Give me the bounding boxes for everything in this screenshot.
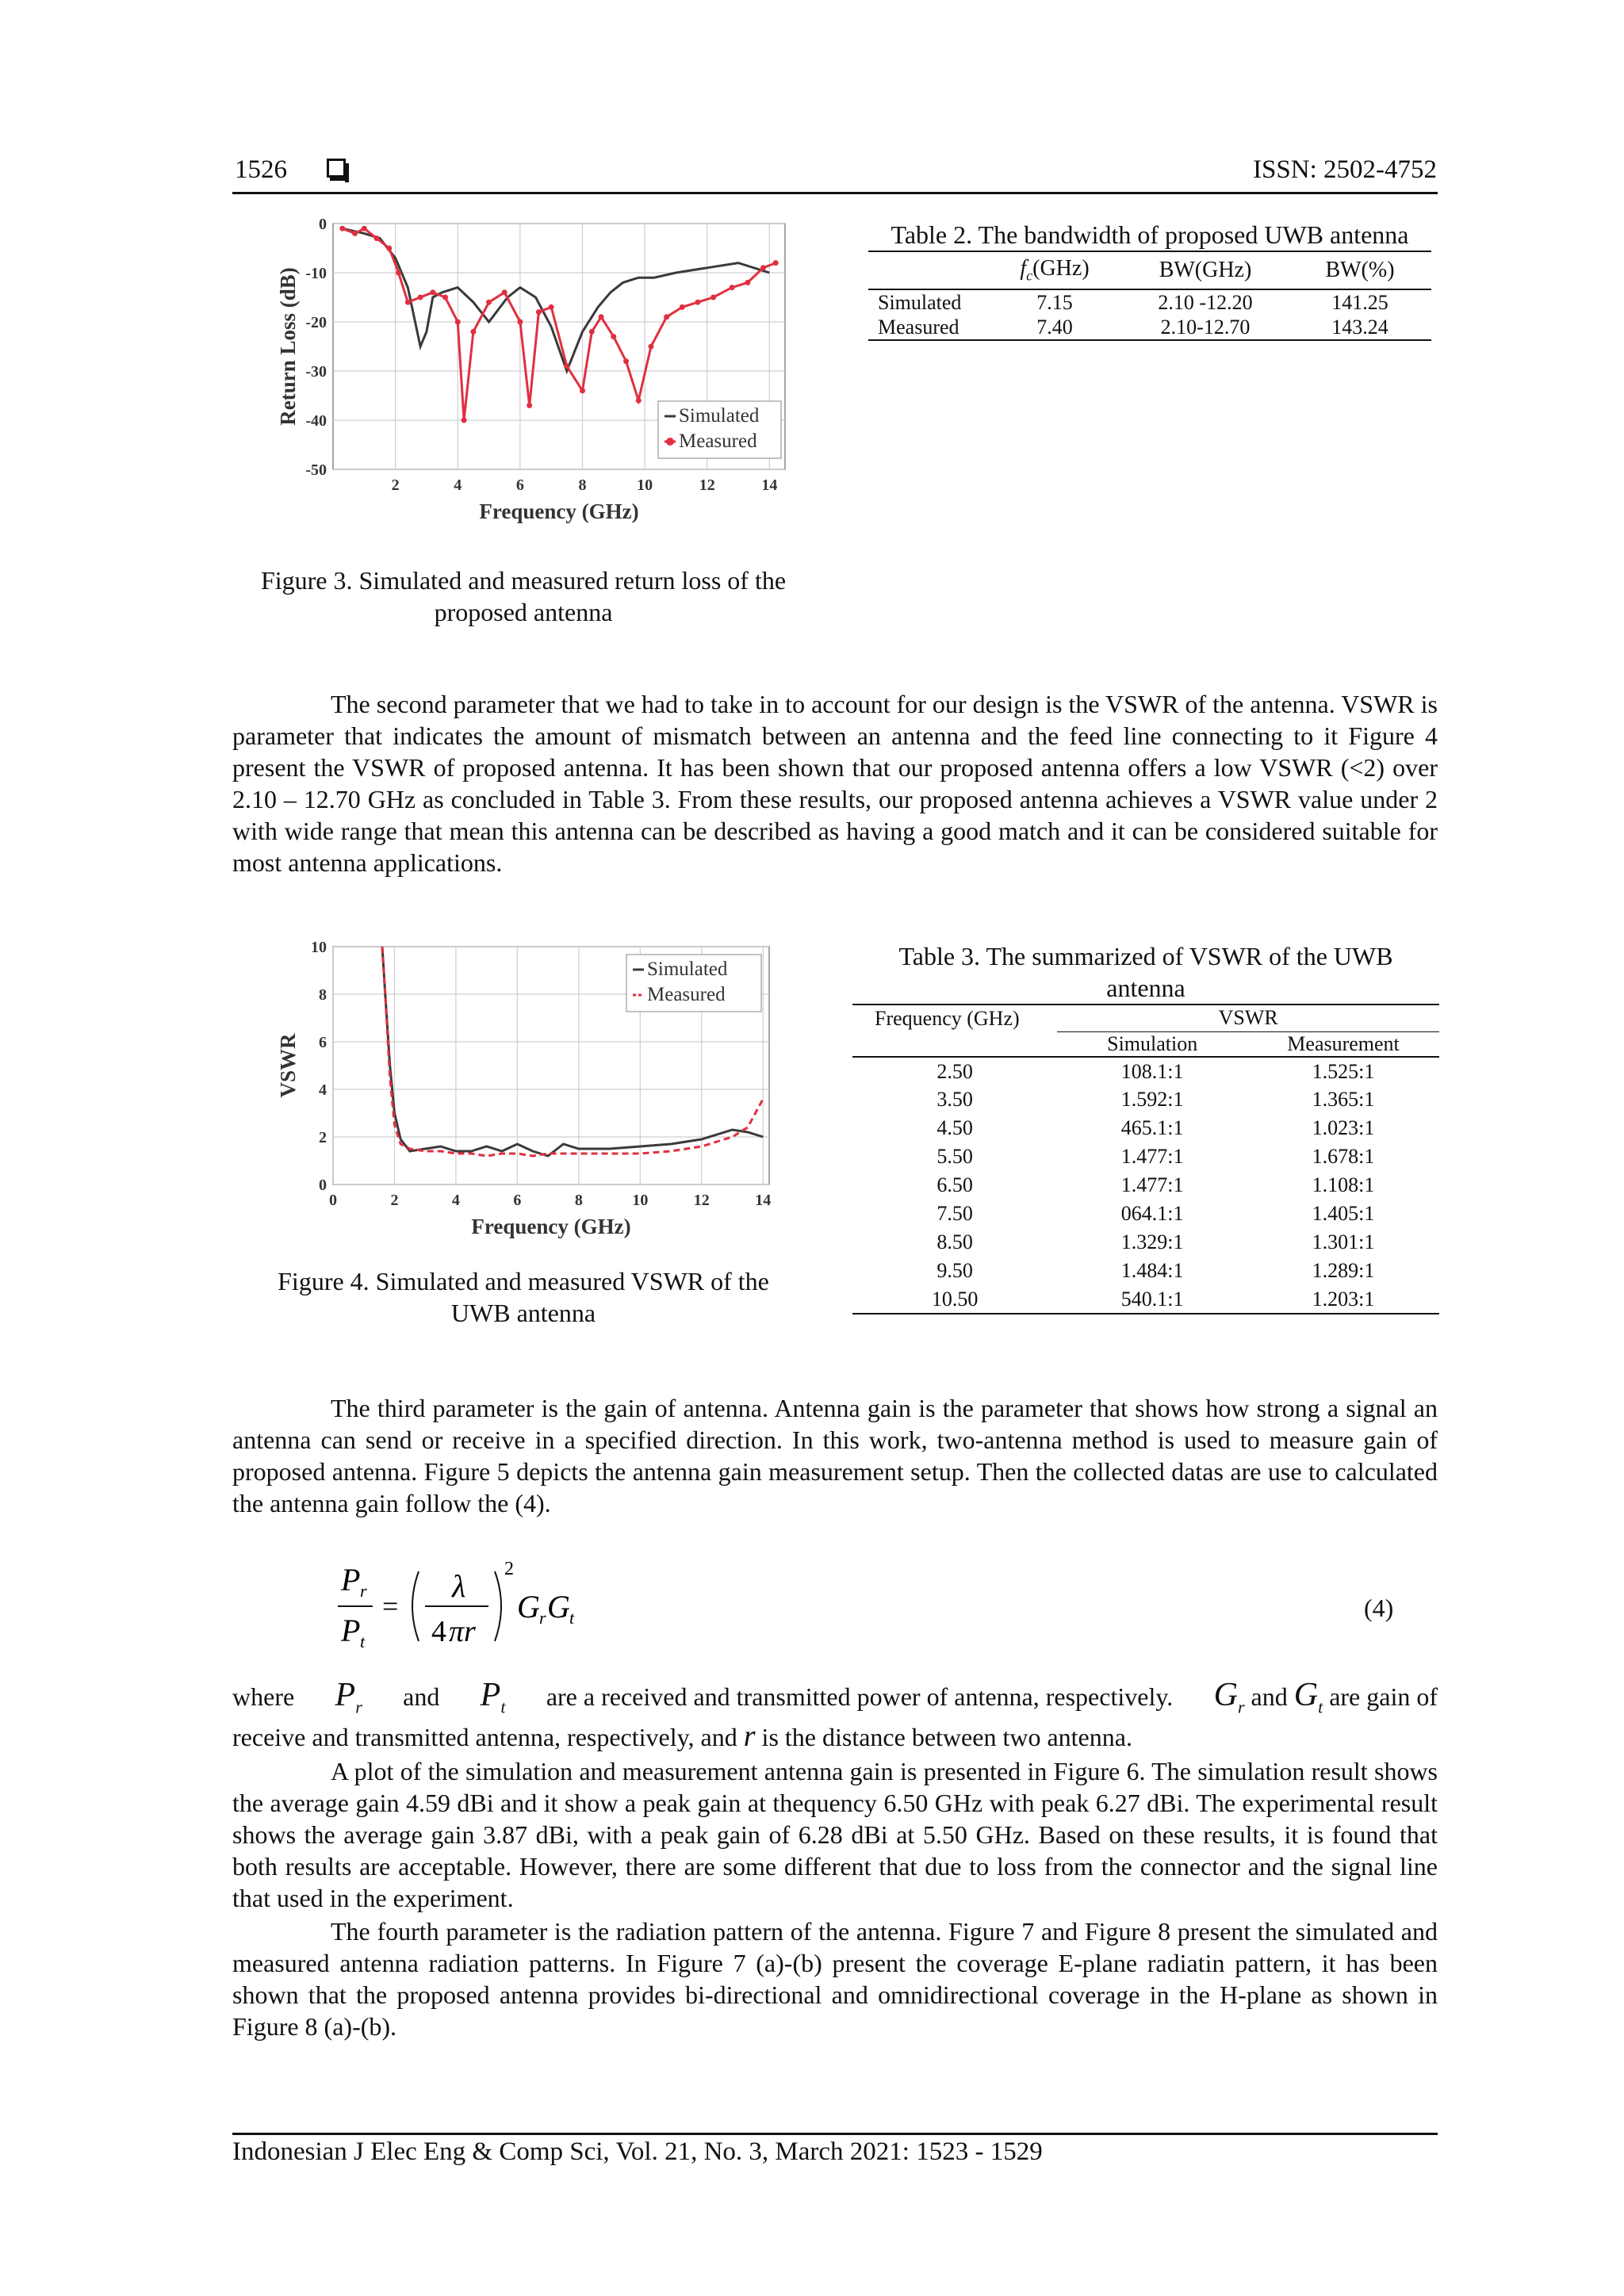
y-tick-label: -20 bbox=[305, 314, 327, 331]
svg-text:r: r bbox=[539, 1608, 546, 1628]
svg-text:G: G bbox=[547, 1589, 570, 1624]
table3-cell: 1.329:1 bbox=[1120, 1230, 1184, 1253]
table-row bbox=[852, 1085, 1439, 1114]
data-point-measured bbox=[636, 398, 642, 404]
table3-cell: 1.289:1 bbox=[1312, 1259, 1375, 1282]
y-tick-label: 6 bbox=[319, 1034, 327, 1051]
table3-cell: 5.50 bbox=[936, 1145, 973, 1168]
figure3-caption-line1: Figure 3. Simulated and measured return loss of the bbox=[260, 566, 787, 595]
figure3-svg bbox=[270, 212, 793, 545]
legend-label: Measured bbox=[679, 430, 757, 452]
data-point-measured bbox=[549, 304, 554, 310]
data-point-measured bbox=[462, 418, 467, 423]
data-point-measured bbox=[517, 320, 523, 325]
x-tick-label: 4 bbox=[451, 1192, 460, 1209]
square-icon bbox=[327, 159, 346, 178]
header-rule bbox=[232, 192, 1438, 194]
table3-cell: 2.50 bbox=[936, 1059, 973, 1083]
table2-header-bwp: BW(%) bbox=[1325, 258, 1395, 282]
table3-cell: 465.1:1 bbox=[1120, 1116, 1184, 1139]
page-number: 1526 bbox=[235, 155, 287, 184]
table3-cell: 1.108:1 bbox=[1312, 1173, 1375, 1196]
x-tick-label: 10 bbox=[632, 1192, 649, 1209]
table3-cell: 108.1:1 bbox=[1120, 1059, 1184, 1083]
data-point-measured bbox=[611, 334, 616, 339]
y-tick-label: 10 bbox=[311, 939, 327, 956]
data-point-measured bbox=[470, 329, 476, 335]
table-row bbox=[852, 1285, 1439, 1314]
paragraph-radiation: The fourth parameter is the radiation pattern of the antenna. Figure 7 and Figure 8 present the simulated and measured antenna radiation patterns. In Figure 7 (a)-(b) present the coverage E-plane radiatin pattern, it has been shown that the proposed antenna provides bi-directional and omnidirectional coverage in the H-plane as shown in Figure 8 (a)-(b). bbox=[232, 1917, 1438, 2041]
data-point-measured bbox=[580, 388, 585, 393]
data-point-measured bbox=[760, 265, 766, 270]
legend-label: Simulated bbox=[647, 959, 728, 980]
table2-cell: 143.24 bbox=[1331, 315, 1388, 339]
svg-text:2: 2 bbox=[504, 1559, 514, 1579]
svg-text:P: P bbox=[341, 1562, 361, 1598]
y-tick-label: 0 bbox=[319, 216, 327, 233]
x-tick-label: 4 bbox=[454, 476, 462, 494]
x-tick-label: 0 bbox=[329, 1192, 337, 1209]
x-tick-label: 10 bbox=[637, 476, 653, 494]
data-point-measured bbox=[405, 300, 411, 305]
table3-cell: 1.484:1 bbox=[1120, 1259, 1184, 1282]
y-tick-label: -30 bbox=[305, 363, 327, 381]
svg-text:πr: πr bbox=[449, 1615, 476, 1648]
data-point-measured bbox=[589, 329, 595, 335]
svg-text:λ: λ bbox=[452, 1568, 466, 1604]
svg-text:=: = bbox=[382, 1590, 399, 1622]
figure3-caption-line2: proposed antenna bbox=[434, 598, 613, 626]
table3-cell: 1.477:1 bbox=[1120, 1173, 1184, 1196]
svg-text:G: G bbox=[517, 1589, 540, 1624]
table3-caption-line1: Table 3. The summarized of VSWR of the UWB bbox=[898, 942, 1393, 970]
data-point-measured bbox=[664, 314, 669, 320]
svg-text:t: t bbox=[569, 1608, 575, 1628]
y-tick-label: 8 bbox=[319, 986, 327, 1004]
figure4-chart bbox=[278, 936, 785, 1253]
data-point-measured bbox=[339, 226, 345, 232]
figure4-svg bbox=[278, 936, 785, 1253]
data-point-measured bbox=[374, 235, 380, 241]
equation-number: (4) bbox=[1364, 1594, 1394, 1622]
data-point-measured bbox=[730, 285, 735, 290]
data-point-measured bbox=[527, 403, 532, 408]
x-axis-label: Frequency (GHz) bbox=[479, 499, 639, 523]
figure3-chart bbox=[270, 212, 793, 545]
figure4-caption-line2: UWB antenna bbox=[450, 1299, 596, 1327]
figure4-caption-line1: Figure 4. Simulated and measured VSWR of the bbox=[278, 1267, 769, 1295]
paragraph-gain-plot: A plot of the simulation and measurement antenna gain is presented in Figure 6. The simulation result shows the average gain 4.59 dBi and it show a peak gain at thequency 6.50 GHz with peak 6.27 dBi. The experimental result shows the average gain 3.87 dBi, with a peak gain of 6.28 dBi at 5.50 GHz. Based on these results, it is found that both results are acceptable. However, there are some different that due to loss from the connector and the signal line that used in the experiment. bbox=[232, 1757, 1438, 1912]
paragraph-where-2: receive and transmitted antenna, respectively, and r is the distance between two antenna. bbox=[232, 1720, 1132, 1753]
table3-caption-line2: antenna bbox=[1106, 974, 1185, 1002]
table3-grid bbox=[852, 1004, 1439, 1314]
y-tick-label: 4 bbox=[319, 1081, 327, 1099]
data-point-measured bbox=[536, 309, 542, 315]
data-point-measured bbox=[455, 320, 461, 325]
table-row bbox=[852, 1200, 1439, 1228]
table3-header-vswr: VSWR bbox=[1057, 1004, 1439, 1031]
data-point-measured bbox=[486, 300, 492, 305]
x-tick-label: 2 bbox=[390, 1192, 399, 1209]
table3-cell: 3.50 bbox=[936, 1088, 973, 1111]
y-tick-label: 2 bbox=[319, 1129, 327, 1146]
table3-cell: 6.50 bbox=[936, 1173, 973, 1196]
table2-header-bw: BW(GHz) bbox=[1159, 258, 1252, 282]
table-row bbox=[852, 1228, 1439, 1257]
x-tick-label: 2 bbox=[391, 476, 400, 494]
x-tick-label: 6 bbox=[515, 476, 524, 494]
data-point-measured bbox=[396, 270, 401, 276]
table-row bbox=[852, 1057, 1439, 1085]
y-tick-label: -40 bbox=[305, 412, 327, 430]
table2-cell: 2.10 -12.20 bbox=[1158, 290, 1253, 314]
data-point-measured bbox=[599, 314, 604, 320]
table3-cell: 1.405:1 bbox=[1312, 1202, 1375, 1225]
table3-cell: 1.477:1 bbox=[1120, 1145, 1184, 1168]
x-tick-label: 12 bbox=[699, 476, 715, 494]
svg-text:4: 4 bbox=[431, 1615, 446, 1648]
data-point-measured bbox=[564, 363, 569, 369]
table3-cell: 7.50 bbox=[936, 1202, 973, 1225]
data-point-measured bbox=[430, 289, 435, 295]
table2-cell: 7.15 bbox=[1036, 290, 1073, 314]
legend-marker bbox=[666, 438, 674, 446]
table3-sub-meas: Measurement bbox=[1287, 1031, 1400, 1055]
table2-cell: Measured bbox=[878, 315, 959, 339]
legend-label: Simulated bbox=[679, 405, 760, 427]
data-point-measured bbox=[386, 246, 392, 251]
x-tick-label: 12 bbox=[693, 1192, 710, 1209]
paragraph-vswr: The second parameter that we had to take in to account for our design is the VSWR of the antenna. VSWR is parameter that indicates the amount of mismatch between an antenna and the feed line connecting to it Figure 4 present the VSWR of proposed antenna. It has been shown that our proposed antenna offers a low VSWR (<2) over 2.10 – 12.70 GHz as concluded in Table 3. From these results, our proposed antenna achieves a VSWR value under 2 with wide range that mean this antenna can be described as having a good match and it can be considered suitable for most antenna applications. bbox=[232, 690, 1438, 877]
x-tick-label: 14 bbox=[755, 1192, 772, 1209]
table3-cell: 1.525:1 bbox=[1312, 1059, 1375, 1083]
data-point-measured bbox=[352, 231, 358, 236]
svg-text:t: t bbox=[360, 1632, 366, 1651]
issn: ISSN: 2502-4752 bbox=[1253, 155, 1437, 184]
table2-cell: Simulated bbox=[878, 290, 962, 314]
table2-cell: 2.10-12.70 bbox=[1160, 315, 1251, 339]
table3-cell: 064.1:1 bbox=[1120, 1202, 1184, 1225]
paragraph-where: where $P_r$ and $P_t$ are a received and transmitted power of antenna, respectively. $G_r$ and $G_t$ are gain of bbox=[232, 1677, 1438, 1717]
data-point-measured bbox=[710, 295, 716, 300]
y-axis-label: VSWR bbox=[278, 1033, 300, 1098]
footer-rule bbox=[232, 2133, 1438, 2135]
table2-header-fc: $f_c(GHz)$ bbox=[1020, 256, 1090, 284]
x-axis-label: Frequency (GHz) bbox=[471, 1215, 631, 1238]
table3-cell: 10.50 bbox=[931, 1287, 979, 1311]
data-point-measured bbox=[362, 226, 367, 232]
x-tick-label: 6 bbox=[513, 1192, 522, 1209]
legend-label: Measured bbox=[647, 984, 726, 1005]
y-tick-label: 0 bbox=[319, 1177, 327, 1194]
figure3-caption bbox=[238, 564, 809, 628]
data-point-measured bbox=[695, 300, 700, 305]
table-row bbox=[868, 289, 1431, 315]
table3 bbox=[852, 940, 1439, 1314]
x-tick-label: 8 bbox=[578, 476, 587, 494]
table2-grid bbox=[868, 251, 1431, 341]
table-row bbox=[852, 1171, 1439, 1200]
data-point-measured bbox=[773, 260, 779, 266]
y-tick-label: -50 bbox=[305, 461, 327, 479]
data-point-measured bbox=[680, 304, 685, 310]
data-point-measured bbox=[745, 280, 750, 285]
table-row bbox=[852, 1114, 1439, 1142]
table3-header-freq: Frequency (GHz) bbox=[875, 1006, 1020, 1030]
table-row bbox=[868, 315, 1431, 340]
table3-cell: 1.365:1 bbox=[1312, 1088, 1375, 1111]
data-point-measured bbox=[442, 295, 448, 300]
table-row bbox=[852, 1142, 1439, 1171]
table-row bbox=[852, 1257, 1439, 1285]
x-tick-label: 14 bbox=[761, 476, 778, 494]
paragraph-gain: The third parameter is the gain of antenna. Antenna gain is the parameter that shows how strong a signal an antenna can send or receive in a specified direction. In this work, two-antenna method is used to measure gain of proposed antenna. Figure 5 depicts the antenna gain measurement setup. Then the collected datas are use to calculated the antenna gain follow the (4). bbox=[232, 1394, 1438, 1517]
equation-4 bbox=[333, 1554, 1443, 1657]
table3-cell: 1.678:1 bbox=[1312, 1145, 1375, 1168]
table3-cell: 1.023:1 bbox=[1312, 1116, 1375, 1139]
table3-sub-sim: Simulation bbox=[1107, 1031, 1198, 1055]
data-point-measured bbox=[648, 344, 653, 350]
table2-cell: 7.40 bbox=[1036, 315, 1073, 339]
table3-cell: 540.1:1 bbox=[1120, 1287, 1184, 1311]
table2 bbox=[860, 219, 1439, 341]
data-point-measured bbox=[623, 358, 629, 364]
table3-cell: 1.592:1 bbox=[1120, 1088, 1184, 1111]
table2-cell: 141.25 bbox=[1331, 290, 1388, 314]
table2-caption: Table 2. The bandwidth of proposed UWB antenna bbox=[891, 220, 1409, 249]
table3-cell: 9.50 bbox=[936, 1259, 973, 1282]
y-axis-label: Return Loss (dB) bbox=[276, 267, 300, 426]
svg-text:r: r bbox=[360, 1581, 367, 1601]
svg-text:P: P bbox=[341, 1613, 361, 1648]
table3-cell: 1.301:1 bbox=[1312, 1230, 1375, 1253]
figure4-caption bbox=[238, 1265, 809, 1329]
table3-cell: 4.50 bbox=[936, 1116, 973, 1139]
data-point-measured bbox=[502, 289, 508, 295]
x-tick-label: 8 bbox=[574, 1192, 583, 1209]
table3-cell: 1.203:1 bbox=[1312, 1287, 1375, 1311]
data-point-measured bbox=[418, 295, 423, 300]
y-tick-label: -10 bbox=[305, 265, 327, 282]
footer-citation: Indonesian J Elec Eng & Comp Sci, Vol. 21, No. 3, March 2021: 1523 - 1529 bbox=[232, 2137, 1043, 2166]
equation-svg bbox=[333, 1554, 619, 1657]
table3-cell: 8.50 bbox=[936, 1230, 973, 1253]
